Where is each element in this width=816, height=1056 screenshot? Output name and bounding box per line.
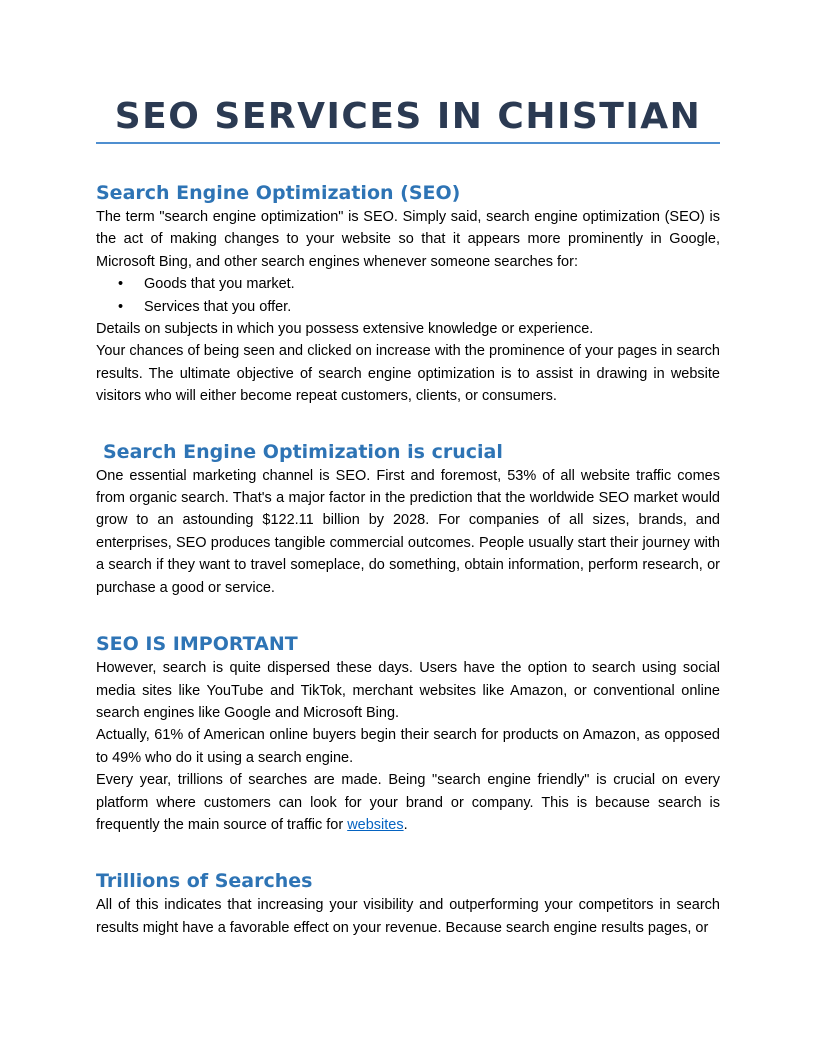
document-page xyxy=(96,0,720,939)
paragraph-text: Every year, trillions of searches are made. Being "search engine friendly" is crucial on every platform where customers can look for your brand or company. This is because search is frequently the main source of traffic for xyxy=(96,772,720,833)
paragraph: Details on subjects in which you possess extensive knowledge or experience. xyxy=(96,321,594,338)
section-heading: Trillions of Searches xyxy=(96,870,313,893)
section-seo-definition xyxy=(96,180,720,408)
paragraph: One essential marketing channel is SEO. First and foremost, 53% of all website traffic comes from organic search. That's a major factor in the prediction that the worldwide SEO market would grow to an astounding $122.11 billion by 2028. For companies of all sizes, brands, and enterprises, SEO produces tangible commercial outcomes. People usually start their journey with a search if they want to travel someplace, do something, obtain information, perform research, or purchase a good or service. xyxy=(96,467,720,596)
section-heading: SEO IS IMPORTANT xyxy=(96,633,298,656)
list-item xyxy=(96,296,720,318)
section-heading: Search Engine Optimization (SEO) xyxy=(96,182,461,204)
paragraph: Your chances of being seen and clicked on increase with the prominence of your pages in search results. The ultimate objective of search engine optimization is to assist in drawing in website visitors who will either become repeat customers, clients, or consumers. xyxy=(96,343,720,405)
paragraph: However, search is quite dispersed these days. Users have the option to search using social media sites like YouTube and TikTok, merchant websites like Amazon, or conventional online search engines like Google and Microsoft Bing. xyxy=(96,660,720,721)
section-seo-crucial xyxy=(96,439,720,599)
document-title: SEO SERVICES IN CHISTIAN xyxy=(114,96,702,137)
list-item xyxy=(96,273,720,295)
section-trillions-of-searches xyxy=(96,868,720,939)
paragraph xyxy=(96,769,720,836)
list-item-text: Services that you offer. xyxy=(144,298,292,315)
websites-link[interactable]: websites xyxy=(347,816,404,833)
list-item-text: Goods that you market. xyxy=(144,276,295,293)
bullet-icon: • xyxy=(118,276,124,293)
paragraph-text: . xyxy=(403,816,408,833)
paragraph: Actually, 61% of American online buyers begin their search for products on Amazon, as opposed to 49% who do it using a search engine. xyxy=(96,727,720,766)
bullet-icon: • xyxy=(118,298,124,315)
paragraph: The term "search engine optimization" is SEO. Simply said, search engine optimization (SEO) is the act of making changes to your website so that it appears more prominently in Google, Microsoft Bing, and other search engines whenever someone searches for: xyxy=(96,209,720,270)
title-underline xyxy=(96,142,720,144)
paragraph: All of this indicates that increasing your visibility and outperforming your competitors in search results might have a favorable effect on your revenue. Because search engine results pages, or xyxy=(96,897,720,936)
section-heading: Search Engine Optimization is crucial xyxy=(103,440,503,463)
section-seo-important xyxy=(96,631,720,836)
bullet-list xyxy=(96,273,720,318)
